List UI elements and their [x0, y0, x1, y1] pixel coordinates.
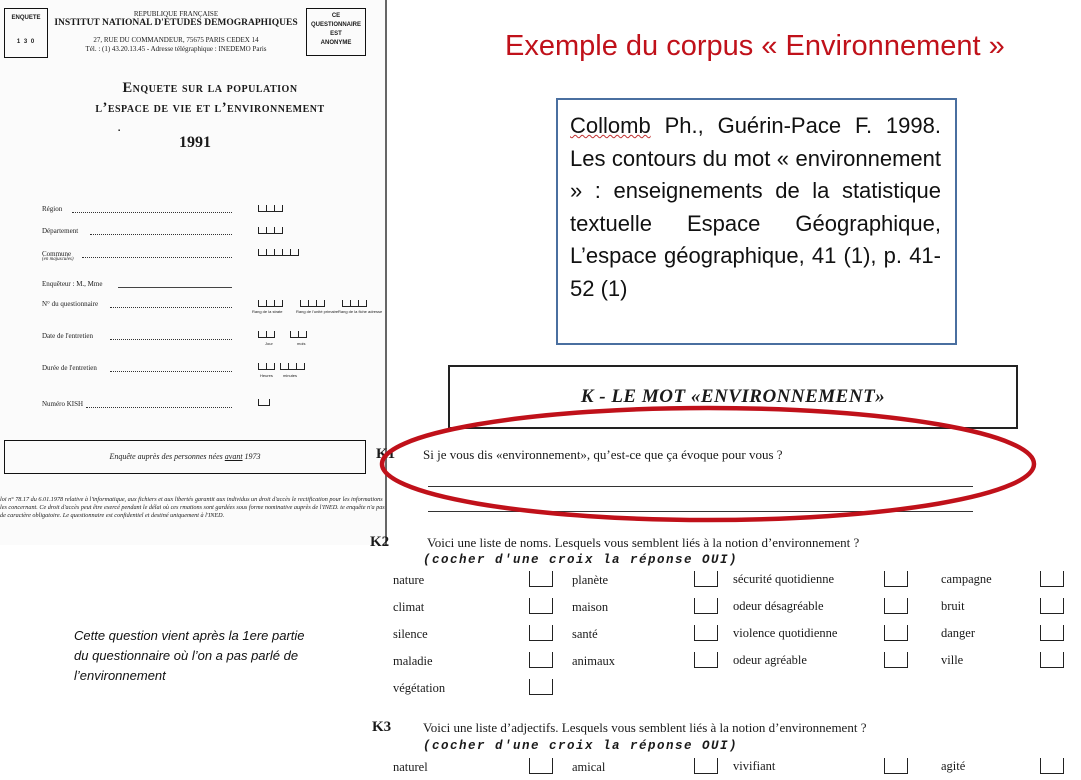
field-kish	[42, 400, 83, 408]
cells	[342, 300, 367, 307]
cell	[266, 249, 274, 256]
field-label: Durée de l'entretien	[42, 364, 97, 372]
option-label: violence quotidienne	[733, 626, 838, 640]
cell	[258, 249, 266, 256]
institute-phone: Tél. : (1) 43.20.13.45 - Adresse télégraphique : INEDEMO Paris	[85, 45, 267, 53]
survey-title-line2: l’espace de vie et l’environnement	[95, 100, 325, 116]
caption: Rang de la strate	[252, 309, 283, 314]
cell	[290, 249, 299, 256]
dotted-line	[82, 257, 232, 258]
cells	[258, 300, 283, 307]
question-number-k1: K1	[376, 446, 396, 462]
question-number-k3: K3	[372, 719, 392, 735]
institute-name: INSTITUT NATIONAL D'ETUDES DEMOGRAPHIQUES	[54, 18, 298, 28]
cell	[280, 363, 288, 370]
cell	[316, 300, 325, 307]
option-label: animaux	[572, 654, 616, 668]
option-label: maison	[572, 600, 609, 614]
cell	[266, 227, 274, 234]
dotted-line	[90, 234, 232, 235]
anon-line: EST	[330, 31, 342, 37]
option-label: odeur désagréable	[733, 599, 824, 613]
option-checkbox[interactable]	[694, 652, 718, 668]
field-region	[42, 205, 62, 213]
dotted-line	[72, 212, 232, 213]
option-checkbox[interactable]	[1040, 758, 1064, 774]
cells	[258, 363, 275, 370]
survey-cover-page	[0, 0, 387, 545]
option-checkbox[interactable]	[529, 652, 553, 668]
cell	[274, 300, 283, 307]
option-checkbox[interactable]	[884, 625, 908, 641]
option-label: agité	[941, 759, 966, 773]
option-checkbox[interactable]	[884, 598, 908, 614]
highlight-ellipse	[378, 404, 1038, 524]
anon-line: ANONYME	[320, 40, 352, 46]
line	[118, 287, 232, 288]
highlight-ellipse-shape	[382, 408, 1034, 520]
option-label: planète	[572, 573, 609, 587]
cell	[266, 300, 274, 307]
cell	[274, 227, 283, 234]
cell	[274, 249, 282, 256]
cell	[258, 363, 266, 370]
option-label: campagne	[941, 572, 992, 586]
option-checkbox[interactable]	[694, 598, 718, 614]
cells	[280, 363, 305, 370]
cells	[300, 300, 325, 307]
caption: Rang de l'unité primaire	[296, 309, 339, 314]
field-numero	[42, 300, 98, 308]
field-commune-sub: (en majuscules)	[42, 257, 74, 262]
question-k3-instruction: (cocher d'une croix la réponse OUI)	[423, 739, 739, 753]
cell	[290, 331, 298, 338]
institute-address: 27, RUE DU COMMANDEUR, 75675 PARIS CEDEX 14	[93, 36, 259, 44]
footer-box	[4, 440, 366, 474]
cell	[274, 205, 283, 212]
cells	[258, 227, 283, 234]
caption: Rang de la fiche adresse	[338, 309, 383, 314]
cell	[300, 300, 308, 307]
option-label: nature	[393, 573, 425, 587]
dotted-line	[110, 371, 232, 372]
cell	[258, 399, 270, 406]
anon-line: CE	[331, 13, 341, 19]
question-k2-text: Voici une liste de noms. Lesquels vous semblent liés à la notion d’environnement ?	[427, 535, 860, 550]
mark: ▪	[118, 128, 121, 134]
field-duree	[42, 364, 97, 372]
field-label: N° du questionnaire	[42, 300, 99, 308]
field-label: Enquêteur : M., Mme	[42, 280, 103, 288]
option-checkbox[interactable]	[884, 652, 908, 668]
cells	[258, 205, 283, 212]
option-checkbox[interactable]	[694, 571, 718, 587]
question-k1-text: Si je vous dis «environnement», qu’est-ce que ça évoque pour vous ?	[423, 447, 783, 462]
question-k2-instruction: (cocher d'une croix la réponse OUI)	[423, 553, 739, 567]
republic-label: REPUBLIQUE FRANÇAISE	[133, 10, 219, 18]
option-checkbox[interactable]	[529, 571, 553, 587]
question-number-k2: K2	[370, 534, 390, 550]
option-checkbox[interactable]	[529, 679, 553, 695]
option-label: silence	[393, 627, 428, 641]
cell	[350, 300, 358, 307]
citation-box	[556, 98, 957, 345]
caption: mois	[297, 341, 306, 346]
field-label: Numéro KISH	[42, 400, 84, 408]
cell	[258, 205, 266, 212]
anon-line: QUESTIONNAIRE	[310, 22, 361, 28]
option-label: climat	[393, 600, 425, 614]
option-checkbox[interactable]	[529, 625, 553, 641]
option-label: bruit	[941, 599, 965, 613]
side-note: Cette question vient après la 1ere partie du questionnaire où l’on a pas parlé de l’environnement	[74, 628, 305, 683]
cell	[296, 363, 305, 370]
legal-notice: loi n° 78.17 du 6.01.1978 relative à l'informatique, aux fichiers et aux libertés garantit aux individus un droit d'accès le rectification pour les informations les concernant. Ce droit d'accès peut être exercé pendant le délai où ces rmations sont gardées sous forme nominative auprès de l'INED. te enquête n'a pas de caractère obligatoire. Le questionnaire est confidentiel et destiné uniquement à l'INED.	[0, 496, 385, 519]
option-label: sécurité quotidienne	[733, 572, 835, 586]
dotted-line	[110, 339, 232, 340]
cell	[288, 363, 296, 370]
field-label: Région	[42, 205, 63, 213]
option-checkbox[interactable]	[529, 758, 553, 774]
cell	[342, 300, 350, 307]
cell	[282, 249, 290, 256]
cells	[258, 399, 270, 406]
option-label: odeur agréable	[733, 653, 807, 667]
option-checkbox[interactable]	[1040, 625, 1064, 641]
dotted-line	[86, 407, 232, 408]
question-k3-text: Voici une liste d’adjectifs. Lesquels vous semblent liés à la notion d’environnement ?	[423, 720, 867, 735]
enquete-number-box	[4, 8, 48, 58]
section-title: K - LE MOT «ENVIRONNEMENT»	[580, 386, 886, 407]
dotted-line	[110, 307, 232, 308]
field-label: Commune	[42, 250, 72, 258]
citation-text: Ph., Guérin-Pace F. 1998. Les contours du mot « environnement » : enseignements de la statistique textuelle Espace Géographique, L’espace géographique, 41 (1), p. 41-52 (1)	[570, 113, 941, 301]
field-label: Département	[42, 227, 79, 235]
enquete-label: ENQUETE	[11, 15, 41, 21]
option-label: naturel	[393, 760, 428, 774]
institute-header	[50, 10, 302, 54]
option-checkbox[interactable]	[1040, 571, 1064, 587]
option-label: maladie	[393, 654, 433, 668]
cells	[258, 331, 275, 338]
citation-author: Collomb	[570, 113, 651, 138]
option-checkbox[interactable]	[529, 598, 553, 614]
footer-text: Enquête auprès des personnes nées	[109, 452, 225, 461]
cell	[308, 300, 316, 307]
option-label: santé	[572, 627, 598, 641]
enquete-number: 1 3 0	[16, 39, 36, 45]
cell	[266, 331, 275, 338]
cell	[266, 205, 274, 212]
option-checkbox[interactable]	[694, 625, 718, 641]
option-label: danger	[941, 626, 976, 640]
survey-year: 1991	[179, 134, 211, 151]
slide-headline: Exemple du corpus « Environnement »	[505, 30, 1005, 62]
option-label: amical	[572, 760, 606, 774]
caption: Heures	[260, 373, 273, 378]
field-enqueteur	[42, 280, 102, 288]
cell	[298, 331, 307, 338]
option-label: vivifiant	[733, 759, 776, 773]
survey-title	[40, 78, 380, 118]
cells	[258, 249, 299, 256]
field-date	[42, 332, 93, 340]
cells	[290, 331, 307, 338]
option-label: végétation	[393, 681, 446, 695]
footer-text: 1973	[242, 452, 261, 461]
caption: Jour	[265, 341, 273, 346]
option-label: ville	[941, 653, 964, 667]
anonymous-notice-box	[306, 8, 366, 56]
option-checkbox[interactable]	[694, 758, 718, 774]
option-checkbox[interactable]	[884, 571, 908, 587]
footer-emphasis: avant	[224, 452, 243, 461]
field-departement	[42, 227, 78, 235]
cell	[258, 227, 266, 234]
cell	[258, 300, 266, 307]
option-checkbox[interactable]	[1040, 598, 1064, 614]
caption: minutes	[283, 373, 298, 378]
survey-title-line1: Enquete sur la population	[122, 80, 298, 96]
cell	[358, 300, 367, 307]
cell	[266, 363, 275, 370]
field-label: Date de l'entretien	[42, 332, 94, 340]
option-checkbox[interactable]	[884, 758, 908, 774]
cell	[258, 331, 266, 338]
option-checkbox[interactable]	[1040, 652, 1064, 668]
